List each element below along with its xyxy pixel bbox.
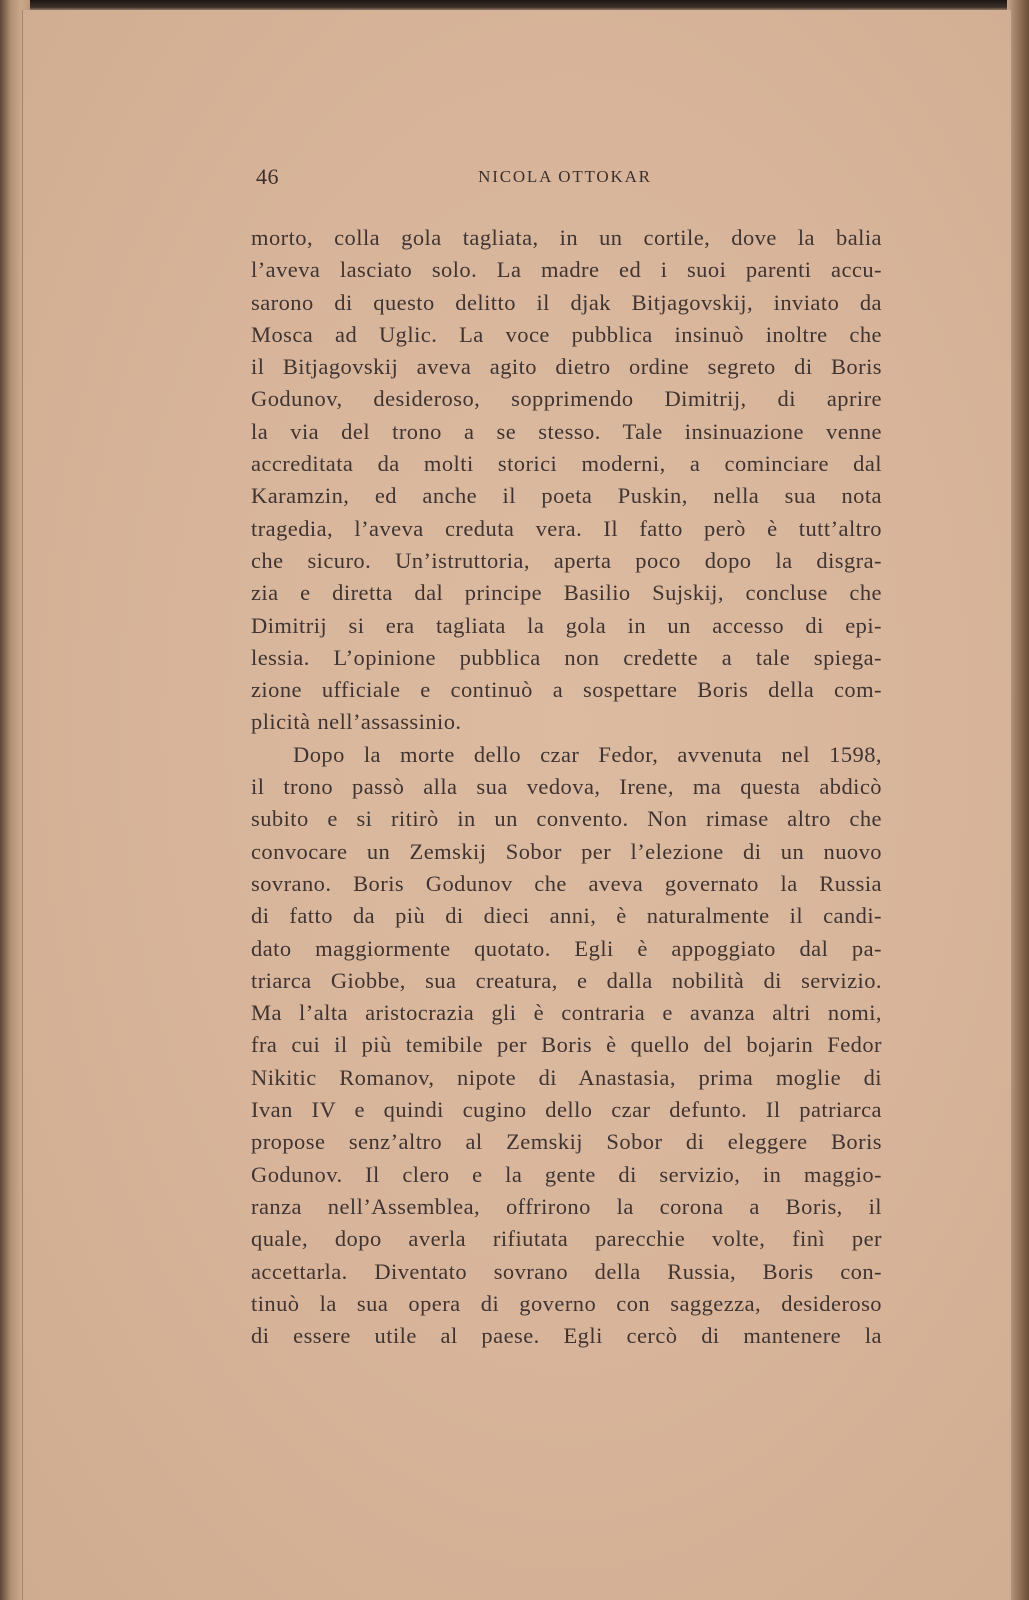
text-line: morto, colla gola tagliata, in un cortile, dove la balia bbox=[251, 225, 882, 250]
text-line: lessia. L’opinione pubblica non credette a tale spiega- bbox=[251, 644, 882, 670]
text-line: sovrano. Boris Godunov che aveva governato la Russia bbox=[251, 870, 882, 896]
paragraph-start-line: Dopo la morte dello czar Fedor, avvenuta nel 1598, bbox=[293, 741, 882, 767]
text-line: Karamzin, ed anche il poeta Puskin, nella sua nota bbox=[251, 483, 882, 509]
text-line: Ma l’alta aristocrazia gli è contraria e avanza altri nomi, bbox=[251, 1000, 882, 1026]
text-line: Mosca ad Uglic. La voce pubblica insinuò inoltre che bbox=[251, 321, 882, 347]
page-number: 46 bbox=[256, 164, 279, 189]
text-line: Godunov. Il clero e la gente di servizio, in maggio- bbox=[251, 1161, 882, 1187]
text-line: di essere utile al paese. Egli cercò di mantenere la bbox=[251, 1323, 882, 1349]
text-line: tragedia, l’aveva creduta vera. Il fatto però è tutt’altro bbox=[251, 515, 882, 541]
text-line: quale, dopo averla rifiutata parecchie volte, finì per bbox=[251, 1226, 882, 1252]
text-line: ranza nell’Assemblea, offrirono la corona a Boris, il bbox=[251, 1193, 882, 1219]
body-text bbox=[251, 222, 882, 1352]
text-line: di fatto da più di dieci anni, è naturalmente il candi- bbox=[251, 903, 882, 929]
text-line: subito e si ritirò in un convento. Non rimase altro che bbox=[251, 806, 882, 832]
text-line: la via del trono a se stesso. Tale insinuazione venne bbox=[251, 418, 882, 444]
text-line: fra cui il più temibile per Boris è quello del bojarin Fedor bbox=[251, 1032, 882, 1058]
text-line: Nikitic Romanov, nipote di Anastasia, prima moglie di bbox=[251, 1064, 882, 1090]
text-line: il trono passò alla sua vedova, Irene, ma questa abdicò bbox=[251, 774, 882, 800]
text-line: propose senz’altro al Zemskij Sobor di eleggere Boris bbox=[251, 1129, 882, 1155]
text-line: Ivan IV e quindi cugino dello czar defunto. Il patriarca bbox=[251, 1097, 882, 1123]
paragraph-end-line: plicità nell’assassinio. bbox=[251, 709, 462, 735]
text-line: tinuò la sua opera di governo con saggezza, desideroso bbox=[251, 1290, 882, 1316]
text-line: accettarla. Diventato sovrano della Russia, Boris con- bbox=[251, 1258, 882, 1284]
running-header bbox=[256, 164, 874, 194]
text-line: zia e diretta dal principe Basilio Sujskij, concluse che bbox=[251, 580, 882, 606]
text-line: che sicuro. Un’istruttoria, aperta poco dopo la disgra- bbox=[251, 547, 882, 573]
text-line: Dimitrij si era tagliata la gola in un accesso di epi- bbox=[251, 612, 882, 638]
text-line: dato maggiormente quotato. Egli è appoggiato dal pa- bbox=[251, 935, 882, 961]
text-line: l’aveva lasciato solo. La madre ed i suoi parenti accu- bbox=[251, 257, 882, 283]
text-line: sarono di questo delitto il djak Bitjagovskij, inviato da bbox=[251, 289, 882, 315]
running-title: NICOLA OTTOKAR bbox=[478, 167, 652, 186]
text-line: accreditata da molti storici moderni, a cominciare dal bbox=[251, 451, 882, 477]
text-line: il Bitjagovskij aveva agito dietro ordine segreto di Boris bbox=[251, 354, 882, 380]
text-line: Godunov, desideroso, sopprimendo Dimitrij, di aprire bbox=[251, 386, 882, 412]
text-line: convocare un Zemskij Sobor per l’elezione di un nuovo bbox=[251, 838, 882, 864]
text-line: triarca Giobbe, sua creatura, e dalla nobilità di servizio. bbox=[251, 967, 882, 993]
text-line: zione ufficiale e continuò a sospettare Boris della com- bbox=[251, 677, 882, 703]
